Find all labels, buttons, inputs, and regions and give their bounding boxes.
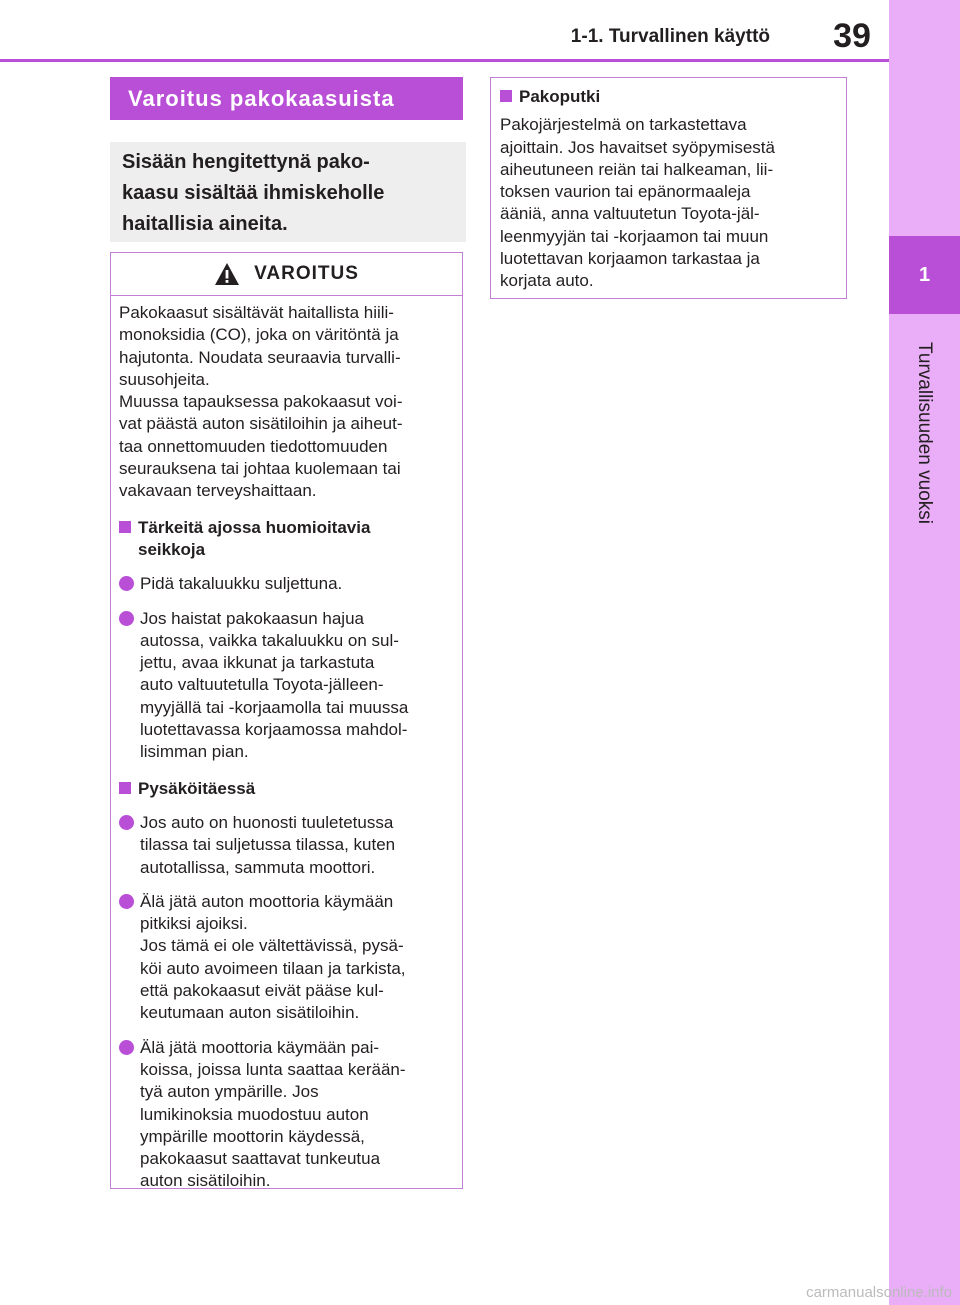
subheading-exhaust-pipe (500, 86, 838, 108)
text-line: ympärille moottorin käydessä, (140, 1126, 365, 1146)
intro-box (110, 142, 466, 242)
text-line: monoksidia (CO), joka on väritöntä ja (119, 325, 399, 345)
round-bullet-icon (119, 815, 134, 830)
text-line: lumikinoksia muodostuu auton (140, 1104, 369, 1124)
text-line: Jos haistat pakokaasun hajua (140, 608, 364, 628)
subheading-line: Pysäköitäessä (138, 778, 256, 798)
square-bullet-icon (500, 90, 512, 102)
list-item (119, 573, 454, 595)
subheading-line: Pakoputki (519, 87, 601, 106)
text-line: jettu, avaa ikkunat ja tarkastuta (140, 653, 375, 673)
text-line: Älä jätä auton moottoria käymään (140, 891, 394, 911)
text-line: vakavaan terveyshaittaan. (119, 481, 317, 501)
text-line: hajutonta. Noudata seuraavia turvalli- (119, 347, 401, 367)
text-line: tyä auton ympärille. Jos (140, 1082, 319, 1102)
list-item (119, 812, 454, 879)
text-line: leenmyyjän tai -korjaamon tai muun (500, 226, 769, 246)
warning-body (111, 296, 462, 1193)
text-line: suusohjeita. (119, 369, 210, 389)
text-line: Pidä takaluukku suljettuna. (140, 574, 343, 594)
list-item (119, 891, 454, 1025)
watermark-text: carmanualsonline.info (806, 1284, 952, 1301)
text-line: luotettavassa korjaamossa mahdol- (140, 720, 408, 740)
text-line: autossa, vaikka takaluukku on sul- (140, 630, 399, 650)
subheading-line: seikkoja (138, 539, 206, 559)
text-line: köi auto avoimeen tilaan ja tarkista, (140, 958, 406, 978)
exhaust-pipe-box (490, 77, 847, 299)
header-rule (0, 59, 889, 62)
text-line: myyjällä tai -korjaamolla tai muussa (140, 697, 409, 717)
text-line: luotettavan korjaamon tarkastaa ja (500, 249, 760, 269)
round-bullet-icon (119, 1040, 134, 1055)
text-line: autotallissa, sammuta moottori. (140, 857, 376, 877)
text-line: pitkiksi ajoiksi. (140, 914, 248, 934)
round-bullet-icon (119, 576, 134, 591)
text-line: Jos tämä ei ole vältettävissä, pysä- (140, 936, 404, 956)
subheading-line: Tärkeitä ajossa huomioitavia (138, 517, 371, 537)
section-title: 1-1. Turvallinen käyttö (570, 26, 770, 47)
text-line: että pakokaasut eivät pääse kul- (140, 981, 384, 1001)
text-line: lisimman pian. (140, 742, 249, 762)
text-line: tilassa tai suljetussa tilassa, kuten (140, 835, 396, 855)
text-line: Muussa tapauksessa pakokaasut voi- (119, 392, 403, 412)
warning-header (111, 253, 462, 296)
subheading-driving (119, 517, 454, 562)
round-bullet-icon (119, 611, 134, 626)
subheading-parking (119, 778, 454, 800)
text-line: auto valtuutetulla Toyota-jälleen- (140, 675, 384, 695)
text-line: keutumaan auton sisätiloihin. (140, 1003, 360, 1023)
warning-title: VAROITUS (254, 263, 359, 284)
text-line: korjata auto. (500, 271, 594, 291)
round-bullet-icon (119, 894, 134, 909)
text-line: Pakokaasut sisältävät haitallista hiili- (119, 303, 394, 322)
intro-line: haitallisia aineita. (122, 213, 288, 235)
text-line: auton sisätiloihin. (140, 1171, 271, 1191)
text-line: Jos auto on huonosti tuuletetussa (140, 812, 394, 832)
text-line: aiheutuneen reiän tai halkeaman, lii- (500, 159, 774, 179)
text-line: taa onnettomuuden tiedottomuuden (119, 436, 388, 456)
intro-line: Sisään hengitettynä pako- (122, 151, 370, 173)
chapter-number[interactable]: 1 (889, 236, 960, 314)
intro-line: kaasu sisältää ihmiskeholle (122, 182, 385, 204)
list-item (119, 608, 454, 764)
text-line: ajoittain. Jos havaitset syöpymisestä (500, 137, 775, 157)
warning-triangle-icon (214, 262, 240, 286)
page-number: 39 (833, 17, 871, 55)
topic-title: Varoitus pakokaasuista (110, 77, 463, 120)
chapter-label: Turvallisuuden vuoksi (914, 342, 935, 524)
text-line: koissa, joissa lunta saattaa kerään- (140, 1059, 406, 1079)
text-line: ääniä, anna valtuutetun Toyota-jäl- (500, 204, 760, 224)
text-line: Pakojärjestelmä on tarkastettava (500, 115, 747, 135)
list-item (119, 1037, 454, 1193)
text-line: pakokaasut saattavat tunkeutua (140, 1149, 381, 1169)
warning-box (110, 252, 463, 1189)
square-bullet-icon (119, 782, 131, 794)
text-line: toksen vaurion tai epänormaaleja (500, 182, 751, 202)
text-line: vat päästä auton sisätiloihin ja aiheut- (119, 414, 403, 434)
square-bullet-icon (119, 521, 131, 533)
side-tab-strip (889, 0, 960, 1305)
text-line: seurauksena tai johtaa kuolemaan tai (119, 459, 401, 479)
warning-paragraph (119, 302, 454, 503)
text-line: Älä jätä moottoria käymään pai- (140, 1037, 380, 1057)
